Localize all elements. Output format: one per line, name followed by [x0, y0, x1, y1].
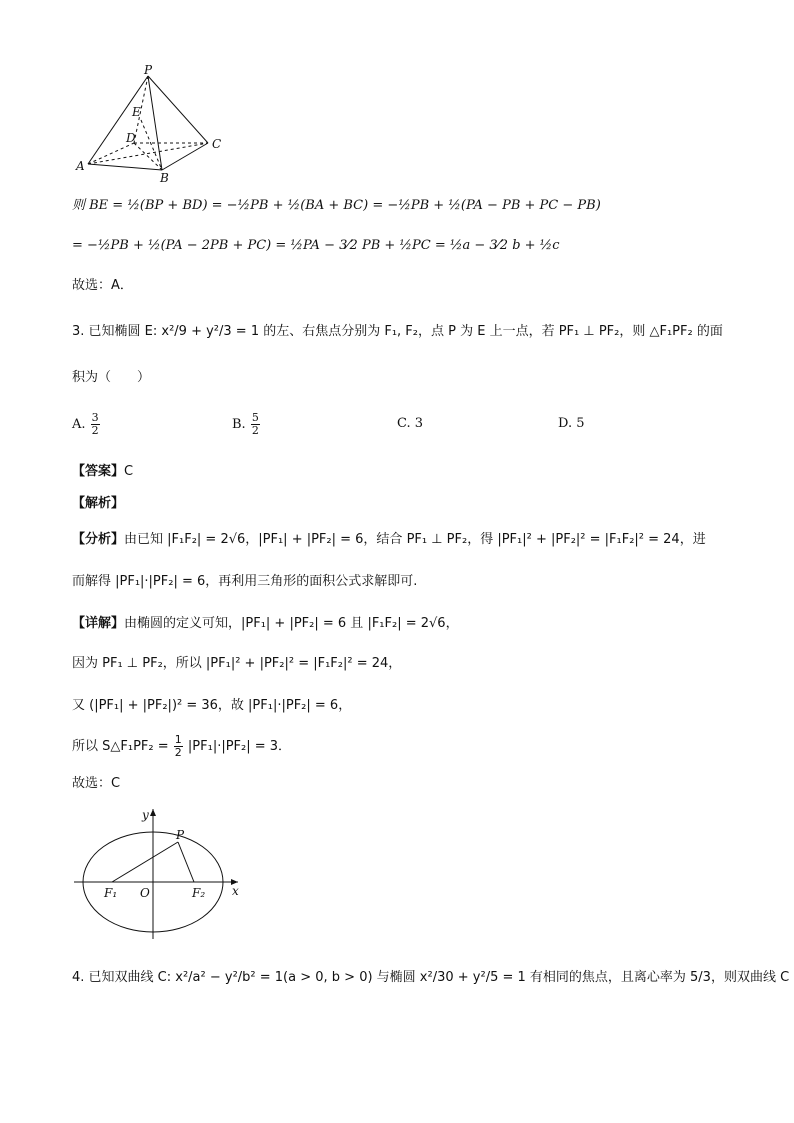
step-4-pre: 所以 S△F₁PF₂ =: [72, 739, 169, 754]
q3-xiangjie-1: [72, 614, 459, 634]
step-4-post: |PF₁|·|PF₂| = 3．: [187, 739, 292, 754]
axis-y-label: y: [142, 808, 149, 822]
q3-analysis-tag: [72, 494, 124, 514]
step-4-den: 2: [174, 746, 182, 759]
q3-option-a[interactable]: [72, 412, 101, 437]
q3-fenxi-2: 而解得 |PF₁|·|PF₂| = 6，再利用三角形的面积公式求解即可.: [72, 574, 418, 589]
option-b-frac: [251, 412, 260, 437]
option-d-letter: D.: [558, 416, 573, 431]
step-4-frac: [174, 734, 183, 759]
q3-stem-cont: 积为（ ）: [72, 370, 151, 385]
q3-option-c[interactable]: [397, 416, 423, 431]
option-c-letter: C.: [397, 416, 411, 431]
vector-conclusion: 故选：A．: [72, 278, 133, 293]
q3-stem: 3. 已知椭圆 E: x²/9 + y²/3 = 1 的左、右焦点分别为 F₁, F₂，点 P 为 E 上一点，若 PF₁ ⊥ PF₂，则 △F₁PF₂ 的面: [72, 324, 723, 339]
q3-step-2: 因为 PF₁ ⊥ PF₂，所以 |PF₁|² + |PF₂|² = |F₁F₂|² = 24，: [72, 656, 402, 671]
q3-fenxi-1: [72, 530, 706, 550]
origin-label: O: [140, 886, 150, 900]
option-c-value: 3: [414, 416, 424, 431]
option-a-letter: A.: [72, 417, 86, 432]
q3-answer: [72, 462, 133, 482]
q4-stem: 4. 已知双曲线 C: x²/a² − y²/b² = 1(a > 0, b > 0) 与椭圆 x²/30 + y²/5 = 1 有相同的焦点，且离心率为 5/3，则双曲线 C: [72, 970, 790, 985]
q3-conclusion: 故选：C: [72, 776, 121, 791]
q3-option-b[interactable]: [232, 412, 261, 437]
q3-step-3: 又 (|PF₁| + |PF₂|)² = 36，故 |PF₁|·|PF₂| = 6，: [72, 698, 352, 713]
vector-line-2: = −½PB + ½(PA − 2PB + PC) = ½PA − 3⁄2 PB + ½PC = ½a − 3⁄2 b + ½c: [72, 238, 560, 253]
ellipse-figure: [70, 805, 255, 945]
option-b-den: 2: [251, 424, 259, 437]
option-a-frac: [91, 412, 100, 437]
option-b-letter: B.: [232, 417, 246, 432]
axis-x-label: x: [232, 884, 239, 898]
step-4-num: 1: [174, 733, 182, 746]
vector-line-1: 则 BE = ½(BP + BD) = −½PB + ½(BA + BC) = −½PB + ½(PA − PB + PC − PB): [72, 198, 601, 213]
q3-option-d[interactable]: [558, 416, 585, 431]
xiangjie-tag: 【详解】: [72, 616, 125, 631]
label-C: C: [212, 137, 222, 151]
label-D: D: [126, 131, 136, 145]
label-P: P: [144, 63, 153, 77]
option-a-num: 3: [91, 411, 99, 424]
label-B: B: [160, 171, 169, 184]
q3-step-4: [72, 734, 291, 759]
label-E: E: [132, 105, 141, 119]
fenxi-text-1: 由已知 |F₁F₂| = 2√6，|PF₁| + |PF₂| = 6，结合 PF₁ ⊥ PF₂，得 |PF₁|² + |PF₂|² = |F₁F₂|² = 24，进: [124, 532, 706, 547]
label-A: A: [76, 159, 85, 173]
option-a-den: 2: [91, 424, 99, 437]
focus-F2-label: F₂: [192, 886, 206, 900]
pyramid-figure: [72, 62, 242, 184]
option-d-value: 5: [576, 416, 585, 431]
option-b-num: 5: [251, 411, 259, 424]
analysis-tag: 【解析】: [72, 496, 125, 511]
focus-F1-label: F₁: [104, 886, 118, 900]
q3-options: [72, 408, 722, 448]
answer-tag: 【答案】: [72, 464, 125, 479]
point-P-label: P: [176, 828, 185, 842]
fenxi-tag: 【分析】: [72, 532, 125, 547]
xiangjie-text-1: 由椭圆的定义可知，|PF₁| + |PF₂| = 6 且 |F₁F₂| = 2√6，: [124, 616, 459, 631]
answer-value: C: [124, 464, 134, 479]
